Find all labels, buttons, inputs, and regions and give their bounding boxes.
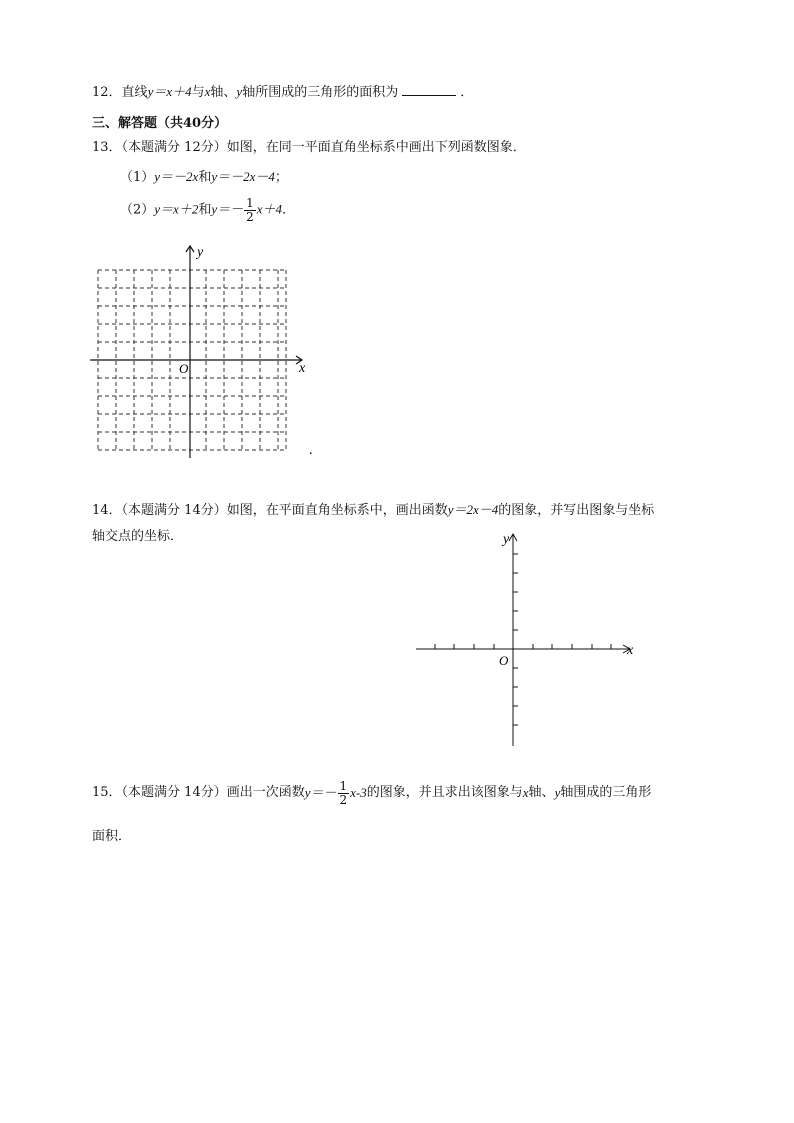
connector-text: 和 [198, 202, 212, 218]
question-text: 轴所围成的三角形的面积为 [242, 85, 399, 100]
coordinate-grid[interactable] [86, 242, 326, 462]
question-12 [92, 85, 473, 99]
y-axis-label: y [503, 532, 510, 547]
equation: y＝－2x [154, 169, 199, 184]
question-text: 15．（本题满分 14分）画出一次函数 [92, 785, 305, 801]
fraction-numerator: 1 [339, 779, 348, 793]
equation: y＝－ [304, 785, 337, 801]
question-text: 的图象，并且求出该图象与 [366, 785, 523, 801]
origin-label: O [499, 653, 509, 668]
question-text: 的图象，并写出图象与坐标 [498, 503, 655, 518]
question-text: ． [460, 85, 474, 100]
variable: x [204, 84, 211, 99]
equation: x-3 [350, 785, 367, 801]
variable: y [236, 84, 243, 99]
question-text: 轴围成的三角形 [560, 785, 652, 801]
answer-blank[interactable] [402, 85, 456, 96]
fraction-denominator: 2 [339, 792, 348, 807]
equation: y＝－2x－4 [211, 169, 275, 184]
question-text: 14．（本题满分 14分）如图，在平面直角坐标系中，画出函数 [92, 503, 448, 518]
part-label: （2） [120, 202, 155, 218]
x-axis-label: x [299, 361, 306, 376]
equation: y＝－ [211, 201, 244, 217]
axes [90, 246, 302, 458]
variable: y [554, 785, 561, 801]
punctuation: ． [282, 202, 296, 218]
question-number: 12． [92, 85, 122, 100]
variable: x [522, 785, 529, 801]
y-axis-label: y [197, 245, 204, 260]
question-text: 轴、 [210, 85, 237, 100]
equation: y＝2x－4 [447, 502, 499, 517]
question-13-part-2 [120, 197, 295, 223]
punctuation: ； [274, 170, 288, 185]
fraction-denominator: 2 [246, 209, 254, 224]
equation: y＝x＋4 [147, 84, 192, 99]
fraction-numerator: 1 [246, 196, 254, 210]
coordinate-axes[interactable] [412, 530, 642, 750]
axes [416, 534, 630, 746]
fraction [244, 197, 256, 223]
section-title: 三、解答题（共40分） [92, 116, 228, 131]
question-text: 轴、 [528, 785, 555, 801]
question-13-prompt: 13．（本题满分 12分）如图，在同一平面直角坐标系中画出下列函数图象． [92, 140, 526, 155]
question-text: 直线 [121, 85, 148, 100]
question-14-prompt-cont: 轴交点的坐标． [92, 529, 184, 544]
question-text: 与 [191, 85, 205, 100]
fraction [338, 780, 350, 806]
tick-marks [435, 554, 611, 725]
question-13-part-1 [120, 170, 288, 184]
question-15-prompt [92, 780, 651, 806]
question-14-prompt [92, 503, 654, 517]
question-15-prompt-cont: 面积． [92, 829, 132, 844]
equation: y＝x＋2 [154, 201, 199, 217]
trailing-dot: . [309, 443, 313, 458]
origin-label: O [179, 361, 189, 376]
equation: x＋4 [256, 201, 283, 217]
connector-text: 和 [198, 170, 212, 185]
part-label: （1） [120, 170, 155, 185]
x-axis-label: x [627, 643, 634, 658]
